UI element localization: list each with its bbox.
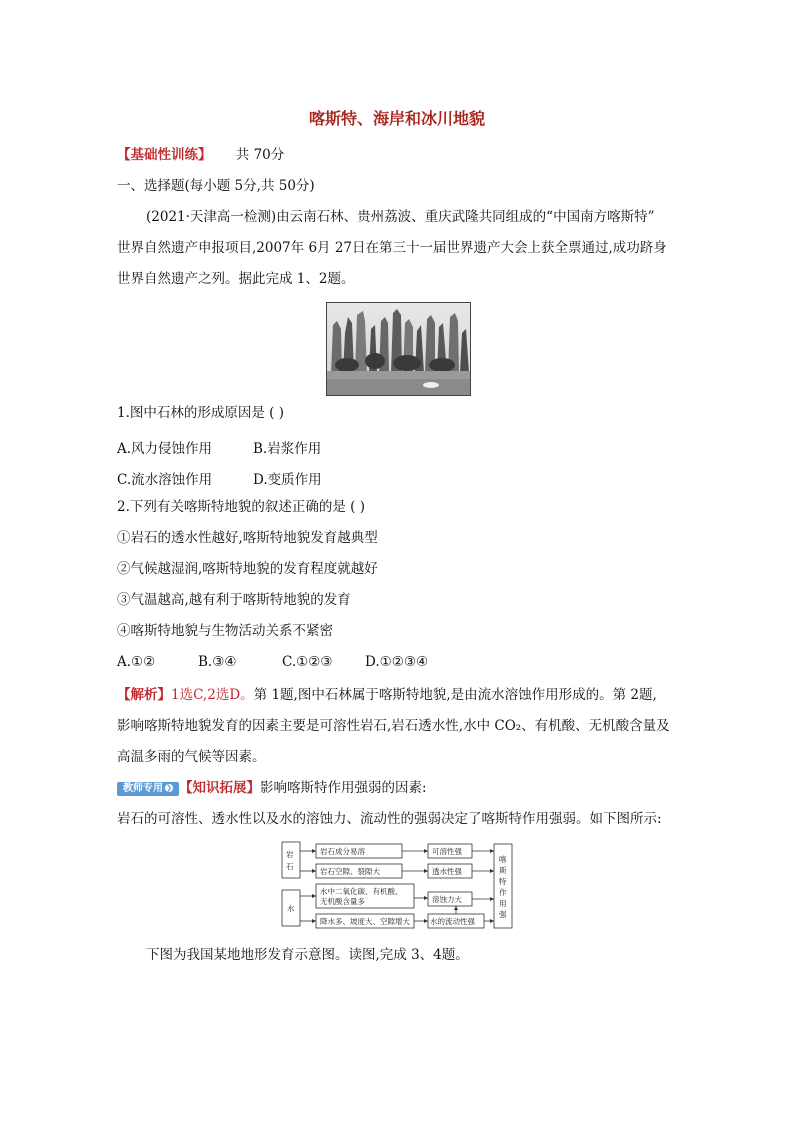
q1-option-c: C.流水溶蚀作用	[117, 472, 213, 488]
intro-line-2: 世界自然遗产申报项目,2007年 6月 27日在第三十一届世界遗产大会上获全票通过,成功跻身	[117, 240, 667, 256]
intro-line-1: (2021·天津高一检测)由云南石林、贵州荔波、重庆武隆共同组成的“中国南方喀斯特”	[146, 209, 655, 225]
result-vertical-label	[499, 854, 507, 919]
q1-option-b: B.岩浆作用	[253, 441, 322, 457]
diagram-intro: 岩石的可溶性、透水性以及水的溶蚀力、流动性的强弱决定了喀斯特作用强弱。如下图所示:	[117, 811, 662, 827]
box-water-acid-1: 水中二氧化碳、有机酸、	[320, 887, 403, 896]
q2-option-c: C.①②③	[282, 654, 333, 670]
q2-option-d: D.①②③④	[365, 654, 429, 670]
q2-item-4: ④喀斯特地貌与生物活动关系不紧密	[117, 623, 333, 639]
box-solubility-strong: 可溶性强	[432, 847, 462, 856]
section-score: 共 70分	[235, 147, 285, 163]
analysis-line-3: 高温多雨的气候等因素。	[117, 749, 266, 765]
box-rock-porosity: 岩石空隙、裂隙大	[320, 867, 380, 876]
box-precipitation: 降水多、坡度大、空隙增大	[320, 917, 410, 926]
q2-item-2: ②气候越湿润,喀斯特地貌的发育程度就越好	[117, 561, 378, 577]
analysis-answer: 1选C,2选D。	[171, 687, 254, 703]
svg-text:特: 特	[499, 877, 507, 886]
box-flow-strong: 水的流动性强	[430, 917, 475, 926]
water-label: 水	[287, 904, 295, 913]
section-header	[117, 145, 284, 165]
intro-line-3: 世界自然遗产之列。据此完成 1、2题。	[117, 271, 355, 287]
analysis-text-1: 第 1题,图中石林属于喀斯特地貌,是由流水溶蚀作用形成的。第 2题,	[253, 687, 657, 703]
q1-option-a: A.风力侵蚀作用	[117, 441, 213, 457]
question-2-stem: 2.下列有关喀斯特地貌的叙述正确的是 ( )	[117, 499, 365, 515]
q2-item-1: ①岩石的透水性越好,喀斯特地貌发育越典型	[117, 530, 378, 546]
box-permeability-strong: 透水性强	[432, 867, 462, 876]
next-instruction: 下图为我国某地地形发育示意图。读图,完成 3、4题。	[146, 947, 469, 963]
svg-text:斯: 斯	[499, 866, 507, 875]
teacher-only-badge: 教师专用 ❯	[117, 782, 179, 796]
box-dissolution-strong: 溶蚀力大	[432, 895, 462, 904]
svg-text:强: 强	[499, 910, 507, 919]
svg-text:喀: 喀	[499, 855, 507, 864]
page-title: 喀斯特、海岸和冰川地貌	[308, 109, 485, 128]
knowledge-tag: 【知识拓展】	[179, 780, 260, 796]
analysis-tag: 【解析】	[117, 687, 171, 703]
box-water-acid-2: 无机酸含量多	[320, 897, 365, 906]
question-1-stem: 1.图中石林的形成原因是 ( )	[117, 405, 284, 421]
section-tag: 【基础性训练】	[117, 147, 212, 163]
svg-text:作: 作	[499, 888, 507, 897]
stone-forest-photo	[326, 302, 471, 396]
box-rock-soluble: 岩石成分易溶	[320, 847, 365, 856]
part-heading: 一、选择题(每小题 5分,共 50分)	[117, 178, 315, 194]
svg-text:用: 用	[499, 899, 507, 908]
q1-option-d: D.变质作用	[253, 472, 322, 488]
knowledge-text: 影响喀斯特作用强弱的因素:	[260, 780, 427, 796]
karst-factor-diagram	[280, 838, 516, 934]
q2-option-a: A.①②	[117, 654, 156, 670]
knowledge-extension	[117, 778, 427, 798]
rock-label-1: 岩	[286, 850, 294, 859]
q2-item-3: ③气温越高,越有利于喀斯特地貌的发育	[117, 592, 351, 608]
analysis-line-2: 影响喀斯特地貌发育的因素主要是可溶性岩石,岩石透水性,水中 CO₂、有机酸、无机酸含量及	[117, 718, 670, 734]
q2-option-b: B.③④	[198, 654, 237, 670]
rock-label-2: 石	[286, 862, 294, 871]
analysis-line-1	[117, 685, 657, 705]
